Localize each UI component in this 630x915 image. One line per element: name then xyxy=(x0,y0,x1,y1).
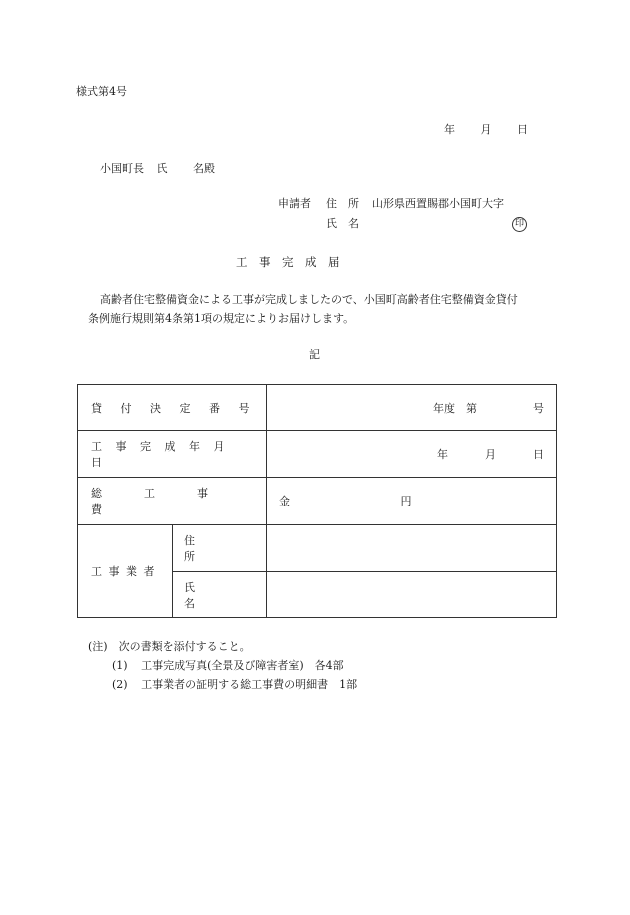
loan-dai: 第 xyxy=(466,401,477,415)
note-item-2 xyxy=(112,678,357,692)
table-row xyxy=(78,478,557,525)
document-title: 工 事 完 成 届 xyxy=(236,255,340,269)
applicant-role: 申請者 xyxy=(278,197,311,210)
form-number: 様式第4号 xyxy=(76,85,127,98)
seal-mark xyxy=(512,216,527,232)
applicant-address-value: 山形県西置賜郡小国町大字 xyxy=(372,197,504,210)
contractor-name-value-cell xyxy=(267,572,557,618)
completion-day: 日 xyxy=(533,448,544,461)
loan-decision-label: 貸付決定番号 xyxy=(91,401,268,415)
addressee xyxy=(100,162,215,176)
contractor-name-label-cell xyxy=(173,572,267,618)
total-cost-label-cell xyxy=(78,478,267,525)
loan-decision-label-cell xyxy=(78,385,267,431)
total-cost-kin: 金 xyxy=(279,495,290,508)
ki-heading: 記 xyxy=(309,348,320,361)
total-cost-yen: 円 xyxy=(400,495,412,508)
contractor-address-value-cell xyxy=(267,525,557,572)
body-line-1: 高齢者住宅整備資金による工事が完成しましたので、小国町高齢者住宅整備資金貸付 xyxy=(100,293,518,306)
date-month: 月 xyxy=(480,123,492,136)
addressee-honorific-post: 名殿 xyxy=(193,162,215,175)
table-row xyxy=(78,385,557,431)
applicant-address-label: 住 所 xyxy=(326,197,359,210)
completion-date-value-cell xyxy=(267,431,557,478)
completion-year: 年 xyxy=(437,448,448,461)
loan-nendo: 年度 xyxy=(433,401,455,415)
contractor-address-label-cell xyxy=(173,525,267,572)
date-day: 日 xyxy=(517,123,528,136)
body-line-2: 条例施行規則第4条第1項の規定によりお届けします。 xyxy=(88,312,355,325)
notes-header: (注) 次の書類を添付すること。 xyxy=(88,640,251,653)
completion-date-label: 工事完成年月日 xyxy=(91,440,238,469)
note-item-1-text: 工事完成写真(全景及び障害者室) 各4部 xyxy=(141,659,344,672)
addressee-title: 小国町長 xyxy=(100,162,144,175)
note-item-1-num: (1) xyxy=(112,659,128,672)
total-cost-value-cell xyxy=(267,478,557,525)
loan-decision-value-cell xyxy=(267,385,557,431)
completion-month: 月 xyxy=(485,448,496,461)
note-item-2-num: (2) xyxy=(112,678,128,691)
seal-icon: 印 xyxy=(512,217,527,232)
note-item-2-text: 工事業者の証明する総工事費の明細書 1部 xyxy=(141,678,358,691)
date-year: 年 xyxy=(444,123,455,136)
applicant-name-label: 氏 名 xyxy=(326,217,359,230)
completion-date-label-cell xyxy=(78,431,267,478)
note-item-1 xyxy=(112,659,344,673)
table-row xyxy=(78,525,557,572)
addressee-honorific-pre: 氏 xyxy=(156,162,168,175)
details-table xyxy=(77,384,557,618)
contractor-address-label: 住所 xyxy=(184,534,235,563)
submission-date xyxy=(444,123,528,137)
table-row xyxy=(78,431,557,478)
contractor-label-cell xyxy=(78,525,173,618)
contractor-name-label: 氏名 xyxy=(184,580,235,610)
contractor-label: 工事業者 xyxy=(91,565,161,578)
loan-go: 号 xyxy=(533,401,544,415)
total-cost-label: 総工事費 xyxy=(91,487,250,516)
